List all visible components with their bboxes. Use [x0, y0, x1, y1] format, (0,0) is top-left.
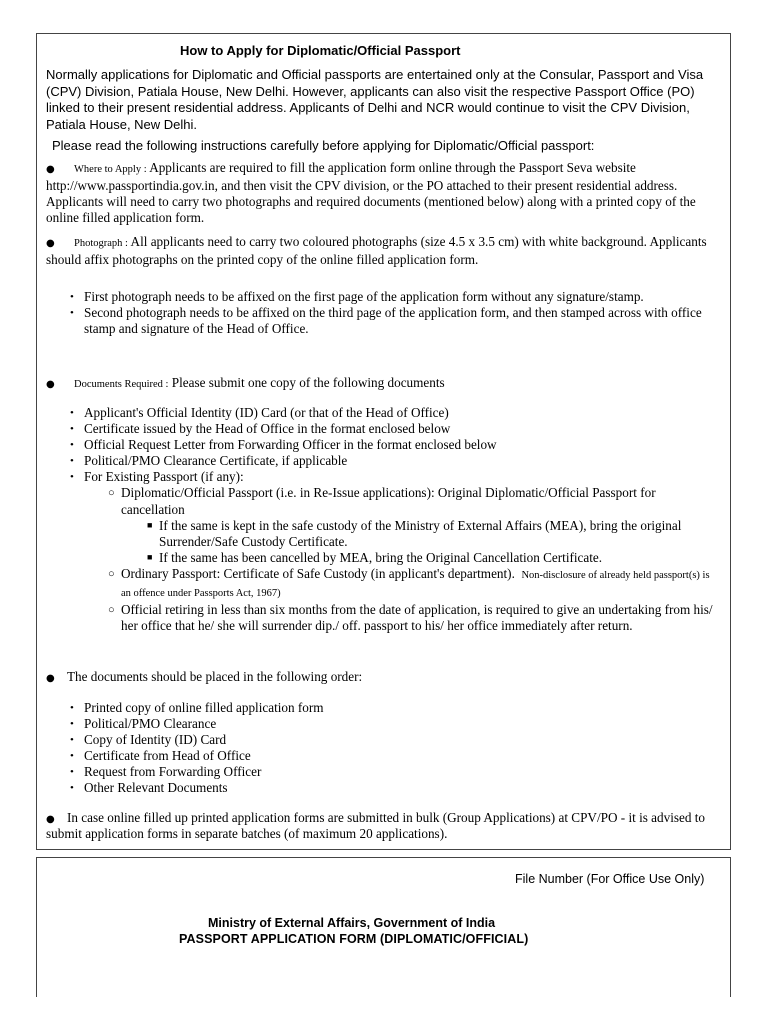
order-list — [70, 700, 684, 797]
list-item: • Political/PMO Clearance — [70, 716, 217, 732]
bullet-dot: ● — [46, 379, 55, 390]
list-item: ○ Diplomatic/Official Passport (i.e. in Re-Issue applications): Original Diplomatic/Official Passport for cancellation ■ If the same is kept in the safe custody of the Ministry of External Affairs (MEA), bring the original Surrender/Safe Custody Certificate. ■ If the same has been cancelled by MEA, bring the Original Cancellation Certificate. — [121, 485, 716, 565]
bullet-dot: • — [70, 291, 74, 303]
bullet-dot: ● — [46, 164, 55, 175]
list-item: • Certificate from Head of Office — [70, 748, 251, 764]
bullet-dot: ● — [46, 238, 55, 249]
bullet-dot: • — [70, 307, 74, 320]
list-item: • First photograph needs to be affixed on the first page of the application form without any signature/stamp. — [70, 289, 644, 304]
list-item: • Copy of Identity (ID) Card — [70, 732, 227, 748]
intro-paragraph: Normally applications for Diplomatic and Official passports are entertained only at the Consular, Passport and Visa (CPV) Division, Patiala House, New Delhi. However, applicants can also visit the respective Passport Office (PO) linked to their present residential address. Applicants of Delhi and NCR would continue to visit the CPV Division, Patiala House, New Delhi. — [46, 67, 704, 132]
documents-required-label: Documents Required : — [74, 379, 169, 390]
documents-required-paragraph — [74, 375, 714, 393]
list-item: • Request from Forwarding Officer — [70, 764, 262, 780]
please-read-text: Please read the following instructions carefully before applying for Diplomatic/Official passport: — [52, 138, 595, 153]
documents-required-text: Please submit one copy of the following documents — [171, 375, 445, 390]
bullet-dot: ● — [46, 814, 55, 825]
list-item: ○ Ordinary Passport: Certificate of Safe Custody (in applicant's department). Non-disclosure of already held passport(s) is an offence under Passports Act, 1967) — [108, 565, 710, 600]
list-item: ■ If the same is kept in the safe custody of the Ministry of External Affairs (MEA), bring the original Surrender/Safe Custody Certificate. — [147, 517, 682, 549]
list-item: ○ Official retiring in less than six months from the date of application, is required to give an undertaking from his/ her office that he/ she will surrender dip./ off. passport to his/ her office immediately after return. — [108, 602, 713, 634]
photograph-label: Photograph : — [74, 238, 128, 249]
list-item: • Other Relevant Documents — [70, 780, 228, 796]
photograph-paragraph — [46, 234, 718, 268]
photograph-text: All applicants need to carry two coloured photographs (size 4.5 x 3.5 cm) with white background. Applicants should affix photographs on the printed copy of the online filled application form. — [46, 234, 707, 268]
bulk-application-paragraph: In case online filled up printed application forms are submitted in bulk (Group Applications) at CPV/PO - it is advised to submit application forms in separate batches (of maximum 20 applications). — [46, 810, 706, 842]
order-heading: The documents should be placed in the following order: — [67, 669, 363, 684]
list-item: • Political/PMO Clearance Certificate, if applicable — [70, 453, 348, 469]
diplomatic-passport-sublist — [147, 517, 716, 566]
documents-list — [70, 405, 716, 634]
where-to-apply-paragraph — [46, 160, 718, 226]
list-item: ■ If the same has been cancelled by MEA, bring the Original Cancellation Certificate. — [147, 549, 603, 565]
where-to-apply-label: Where to Apply : — [74, 164, 147, 175]
existing-passport-list — [108, 485, 716, 634]
bullet-dot: ● — [46, 673, 55, 684]
ordinary-passport-note: Non-disclosure of already held passport(s) is an offence under Passports Act, 1967) — [121, 569, 710, 600]
file-number-label: File Number (For Office Use Only) — [515, 872, 705, 886]
list-item: • Second photograph needs to be affixed on the third page of the application form, and then stamped across with office stamp and signature of the Head of Office. — [70, 305, 702, 337]
list-item: • For Existing Passport (if any): ○ Diplomatic/Official Passport (i.e. in Re-Issue applications): Original Diplomatic/Official Passport for cancellation ■ If the same is kept in the safe custody of the Ministry of External Affairs (MEA), bring the original Surrender/Safe Custody Certificate. ■ If the same has been cancelled by MEA, bring the Original Cancellation Certificate. ○ Ordinary Passport: Certificate of Safe Custody (in applicant's department). Non-disclosure of already held passport(s) is an offence under Passports Act, 1967) ○ Official retiring in less than six months from the date of application, is required to give an undertaking from his/ her office that he/ she will surrender dip./ off. passport to his/ her office immediately after return. — [84, 469, 716, 634]
page-title: How to Apply for Diplomatic/Official Passport — [180, 43, 461, 58]
photograph-list — [70, 289, 714, 337]
list-item: • Applicant's Official Identity (ID) Card (or that of the Head of Office) — [70, 405, 449, 420]
list-item: • Certificate issued by the Head of Office in the format enclosed below — [70, 421, 451, 437]
list-item: • Official Request Letter from Forwarding Officer in the format enclosed below — [70, 437, 497, 453]
ministry-heading: Ministry of External Affairs, Government of India — [208, 916, 496, 930]
form-title: PASSPORT APPLICATION FORM (DIPLOMATIC/OFFICIAL) — [179, 932, 529, 946]
where-to-apply-text: Applicants are required to fill the application form online through the Passport Seva website http://www.passportindia.gov.in, and then visit the CPV division, or the PO attached to their present residential address. Applicants will need to carry two photographs and required documents (mentioned below) along with a printed copy of the online filled application form. — [46, 160, 696, 226]
list-item: • Printed copy of online filled application form — [70, 700, 324, 715]
